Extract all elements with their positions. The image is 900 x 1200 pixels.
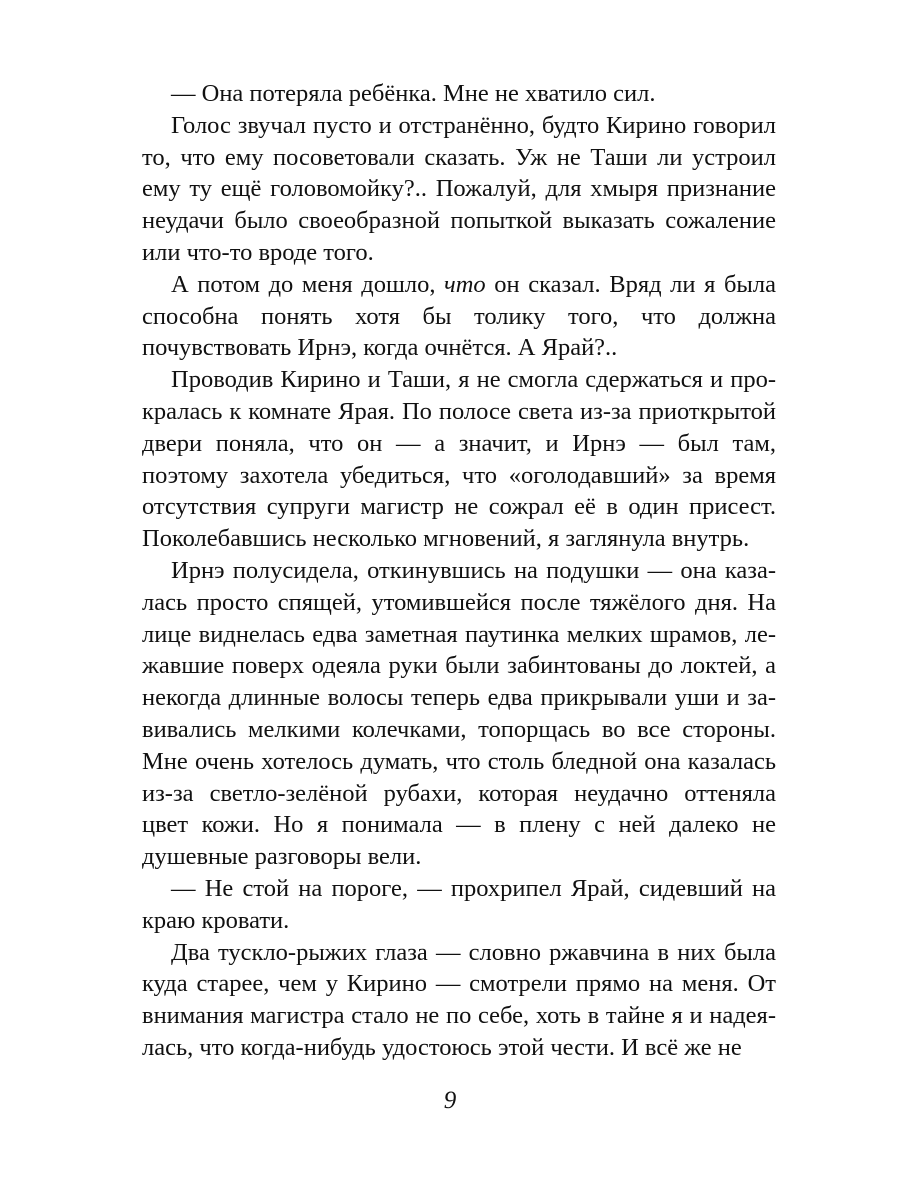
paragraph: Два тускло-рыжих глаза — словно ржавчина в них была куда старее, чем у Кирино — смотрели прямо на меня. От внимания магистра стало не по себе, хоть в тайне я и надеялась, что когда-нибудь удостоюсь этой чести. И всё же не [142, 938, 776, 1061]
paragraph: Голос звучал пусто и отстранённо, будто Кирино говорил то, что ему посоветовали сказать. Уж не Таши ли устроил ему ту ещё головомойку?.. Пожалуй, для хмыря признание неудачи было своеобразной попыткой выказать сожаление или что-то вроде того. [142, 111, 776, 266]
paragraph [142, 269, 776, 364]
body-text [142, 78, 776, 1064]
page-number: 9 [443, 1087, 457, 1114]
paragraph: Ирнэ полусидела, откинувшись на подушки — она казалась просто спящей, утомившейся после тяжёлого дня. На лице виднелась едва заметная паутинка мелких шрамов, лежавшие поверх одеяла руки были забинтованы до локтей, а некогда длинные волосы теперь едва прикрывали уши и завивались мелкими колечками, топорщась во все стороны. Мне очень хотелось думать, что столь бледной она казалась из-за светло-зелёной рубахи, которая неудачно оттеняла цвет кожи. Но я понимала — в плену с ней далеко не душевные разговоры вели. [142, 556, 776, 871]
emphasized-word: что [444, 270, 486, 298]
paragraph: — Не стой на пороге, — прохрипел Ярай, сидевший на краю кровати. [142, 874, 776, 934]
paragraph: — Она потеряла ребёнка. Мне не хватило сил. [171, 80, 656, 107]
paragraph-text: он сказал. Вряд ли я была способна понять хотя бы толику того, что должна почувствовать Ирнэ, когда очнётся. А Ярай?.. [142, 270, 776, 362]
paragraph: Проводив Кирино и Таши, я не смогла сдержаться и прокралась к комнате Ярая. По полосе света из-за приоткрытой двери поняла, что он — а значит, и Ирнэ — был там, поэтому захотела убедиться, что «оголодавший» за время отсутствия супруги магистр не сожрал её в один присест. Поколебавшись несколько мгновений, я заглянула внутрь. [142, 366, 776, 553]
paragraph-text: А потом до меня дошло, [171, 270, 445, 298]
